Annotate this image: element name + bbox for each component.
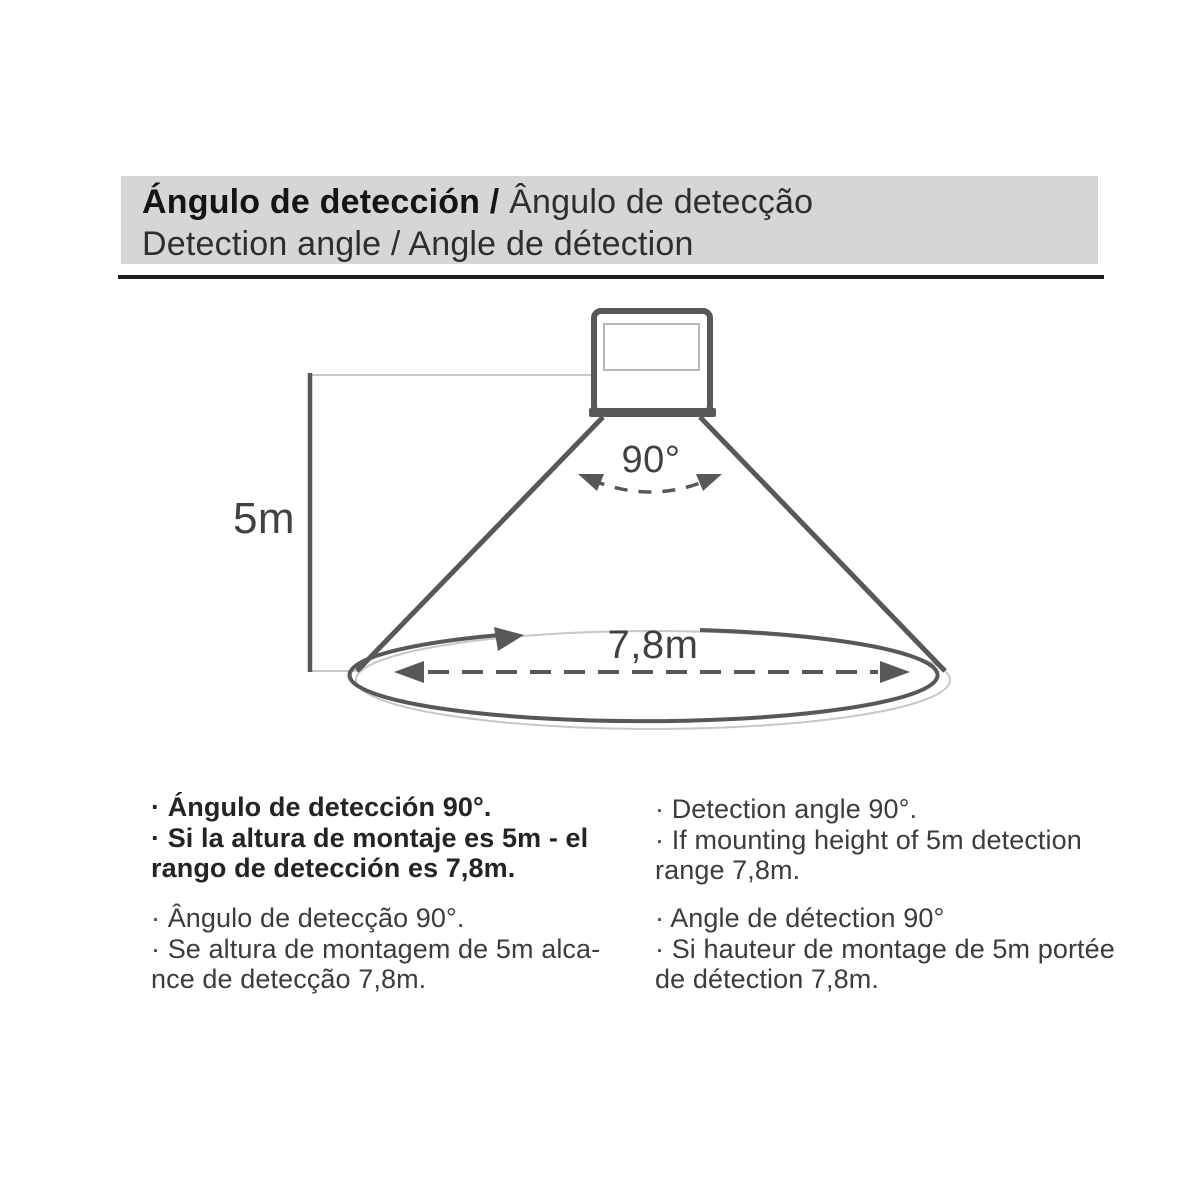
- rotation-arrow-head-icon: [494, 627, 524, 651]
- note-line: · Ângulo de detecção 90°.: [151, 903, 465, 933]
- diameter-label: 7,8m: [607, 623, 699, 667]
- sensor-lens-window: [604, 324, 699, 370]
- note-line: · Si la altura de montaje es 5m - el: [151, 822, 589, 853]
- sensor-base-plate: [589, 408, 716, 417]
- note-line: range 7,8m.: [655, 855, 801, 885]
- angle-arc-right-head-icon: [696, 474, 722, 491]
- note-line: · Se altura de montagem de 5m alca-: [151, 933, 601, 964]
- pir-sensor-icon: [589, 311, 716, 417]
- diameter-arrow-right-head-icon: [880, 661, 910, 683]
- note-line: nce de detecção 7,8m.: [151, 964, 427, 994]
- note-line: · Ángulo de detección 90°.: [151, 792, 492, 822]
- diameter-arrow-left-head-icon: [394, 661, 424, 683]
- note-line: · Si hauteur de montage de 5m portée: [655, 933, 1115, 964]
- title-pt: Ângulo de detecção: [509, 183, 814, 221]
- note-french: [655, 903, 1135, 995]
- angle-label: 90°: [621, 439, 681, 481]
- angle-arc-line: [592, 480, 708, 492]
- note-line: · Detection angle 90°.: [655, 794, 918, 824]
- page-title-line2: Detection angle / Angle de détection: [142, 225, 694, 263]
- note-spanish: [151, 792, 631, 884]
- note-line: · Angle de détection 90°: [655, 903, 945, 933]
- note-portuguese: [151, 903, 631, 995]
- title-es: Ángulo de detección /: [142, 183, 510, 221]
- note-english: [655, 794, 1135, 886]
- note-line: rango de detección es 7,8m.: [151, 853, 516, 883]
- note-line: de détection 7,8m.: [655, 964, 879, 994]
- note-line: · If mounting height of 5m detection: [655, 824, 1082, 855]
- angle-arc-left-head-icon: [578, 474, 604, 491]
- height-label: 5m: [232, 494, 296, 543]
